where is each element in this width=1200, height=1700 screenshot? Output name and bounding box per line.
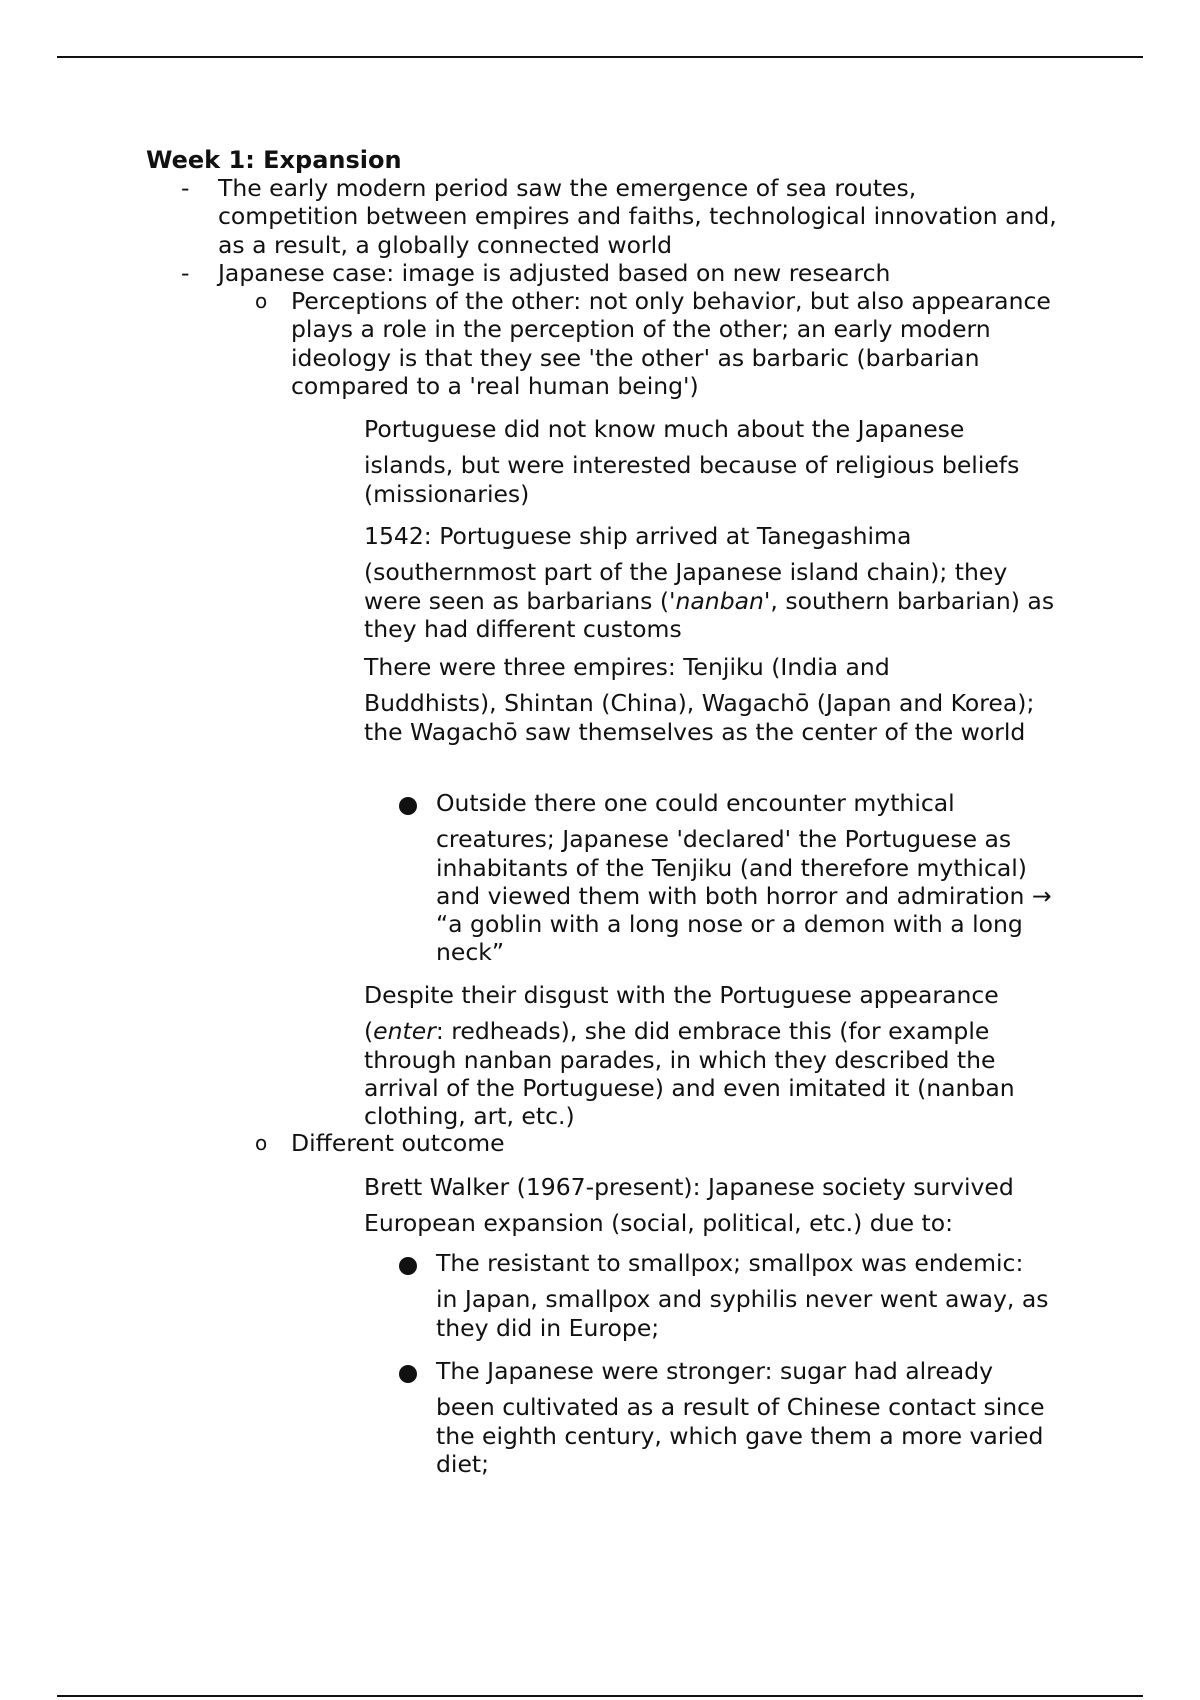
paragraph-rest: ( [364, 1017, 374, 1046]
filled-bullet-icon [399, 1257, 417, 1275]
bullet-rest: been cultivated as a result of Chinese contact since the eighth century, which gave them a more varied diet; [436, 1393, 1045, 1478]
paragraph-disgust [364, 981, 1064, 1130]
paragraph-rest: islands, but were interested because of religious beliefs (missionaries) [364, 451, 1020, 508]
paragraph-brett-walker [364, 1173, 1064, 1238]
list-item-perceptions: Perceptions of the other: not only behavior, but also appearance plays a role in the perception of the other; an early modern ideology is that they see 'the other' as barbaric (barbarian compared to a 'real human being') [291, 287, 1051, 400]
bullet-sugar [436, 1357, 1076, 1478]
dash-bullet: - [181, 259, 190, 287]
bullet-mythical-creatures [436, 789, 1076, 967]
dash-bullet: - [181, 174, 190, 202]
list-item-early-modern: The early modern period saw the emergence of sea routes, competition between empires and faiths, technological innovation and, as a result, a globally connected world [218, 174, 1057, 259]
bottom-rule [57, 1695, 1143, 1697]
paragraph-first-line: Despite their disgust with the Portuguese appearance [364, 981, 999, 1009]
circle-bullet: o [255, 1131, 268, 1155]
filled-bullet-icon [399, 797, 417, 815]
bullet-rest: in Japan, smallpox and syphilis never went away, as they did in Europe; [436, 1285, 1049, 1342]
paragraph-first-line: Brett Walker (1967-present): Japanese society survived [364, 1173, 1014, 1201]
paragraph-1542-arrival [364, 522, 1064, 643]
paragraph-rest: Buddhists), Shintan (China), Wagachō (Japan and Korea); the Wagachō saw themselves as the center of the world [364, 689, 1035, 746]
nanban-term: nanban [675, 586, 764, 615]
paragraph-first-line: There were three empires: Tenjiku (India and [364, 653, 890, 681]
list-item-different-outcome: Different outcome [291, 1129, 505, 1157]
list-item-japanese-case: Japanese case: image is adjusted based on new research [218, 259, 891, 287]
paragraph-rest: European expansion (social, political, etc.) due to: [364, 1209, 954, 1238]
paragraph-three-empires [364, 653, 1064, 746]
circle-bullet: o [255, 289, 268, 313]
filled-bullet-icon [399, 1365, 417, 1383]
paragraph-portuguese-knowledge [364, 415, 1064, 508]
bullet-first-line: The resistant to smallpox; smallpox was endemic: [436, 1249, 1024, 1277]
paragraph-first-line: 1542: Portuguese ship arrived at Tanegashima [364, 522, 912, 550]
bullet-first-line: The Japanese were stronger: sugar had already [436, 1357, 994, 1385]
top-rule [57, 56, 1143, 58]
paragraph-rest: (southernmost part of the Japanese island chain); they were seen as barbarians (' [364, 558, 1008, 615]
bullet-first-line: Outside there one could encounter mythical [436, 789, 955, 817]
paragraph-rest-b: ', southern barbarian) as they had different customs [364, 586, 1055, 643]
bullet-rest: creatures; Japanese 'declared' the Portuguese as inhabitants of the Tenjiku (and therefore mythical) and viewed them with both horror and admiration → “a goblin with a long nose or a demon with a long neck” [436, 825, 1052, 967]
paragraph-rest-b: : redheads), she did embrace this (for example through nanban parades, in which they described the arrival of the Portuguese) and even imitated it (nanban clothing, art, etc.) [364, 1017, 1015, 1131]
enter-term: enter [373, 1017, 436, 1046]
paragraph-first-line: Portuguese did not know much about the Japanese [364, 415, 965, 443]
bullet-smallpox [436, 1249, 1076, 1342]
page-heading: Week 1: Expansion [146, 146, 402, 174]
